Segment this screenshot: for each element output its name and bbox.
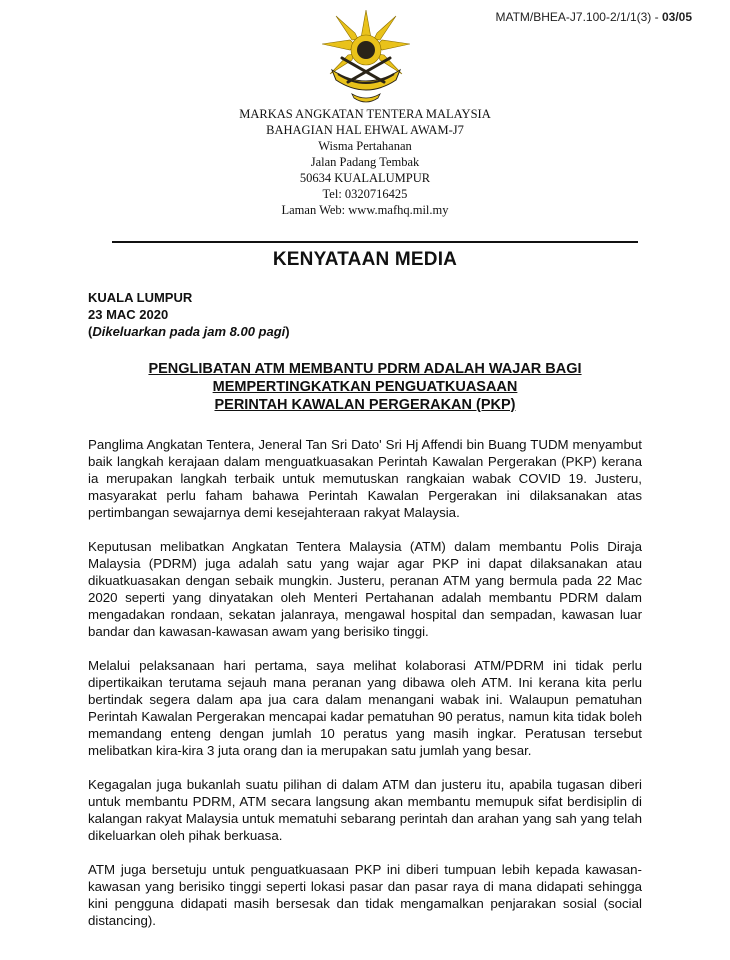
paragraph: Keputusan melibatkan Angkatan Tentera Malaysia (ATM) dalam membantu Polis Diraja Malaysia (PDRM) juga adalah satu yang wajar agar PKP ini dapat dilaksanakan atau dikuatkuasakan dengan sebaik mungkin. Justeru, peranan ATM yang bermula pada 22 Mac 2020 seperti yang dinyatakan oleh Menteri Pertahanan adalah membantu PDRM dalam mengadakan rondaan, sekatan jalanraya, mengawal hospital dan sempadan, kawasan luar bandar dan kawasan-kawasan awam yang berisiko tinggi.	[88, 539, 642, 639]
armed-forces-crest-icon	[322, 10, 410, 106]
issued-time-text: Dikeluarkan pada jam 8.00 pagi	[92, 324, 286, 339]
reference-code: MATM/BHEA-J7.100-2/1/1(3) -	[495, 10, 662, 24]
building-name: Wisma Pertahanan	[318, 139, 412, 153]
press-headline	[88, 360, 642, 414]
dateline-city: KUALA LUMPUR	[88, 290, 193, 305]
paragraph: ATM juga bersetuju untuk penguatkuasaan PKP ini diberi tumpuan lebih kepada kawasan-kawasan yang berisiko tinggi seperti lokasi pasar dan pasar raya di mana didapati sehingga kini pengguna didapati masih bersesak dan tidak mengamalkan penjarakan sosial (social distancing).	[88, 862, 642, 928]
document-title: KENYATAAN MEDIA	[272, 249, 458, 270]
website: Laman Web: www.mafhq.mil.my	[281, 203, 449, 217]
issued-time: (Dikeluarkan pada jam 8.00 pagi)	[88, 324, 290, 339]
headline-line: MEMPERTINGKATKAN PENGUATKUASAAN	[212, 379, 518, 395]
header-divider	[112, 241, 638, 243]
org-name: MARKAS ANGKATAN TENTERA MALAYSIA	[239, 107, 491, 121]
paragraph: Panglima Angkatan Tentera, Jeneral Tan Sri Dato' Sri Hj Affendi bin Buang TUDM menyambut baik langkah kerajaan dalam menguatkuasakan Perintah Kawalan Pergerakan (PKP) kerana ia merupakan langkah terbaik untuk memutuskan rangkaian wabak COVID 19. Justeru, masyarakat perlu faham bahawa Perintah Kawalan Pergerakan ini dilaksanakan atas pertimbangan sewajarnya demi kesejahteraan rakyat Malaysia.	[88, 437, 642, 520]
dateline-date: 23 MAC 2020	[88, 307, 169, 322]
headline-line: PENGLIBATAN ATM MEMBANTU PDRM ADALAH WAJAR BAGI	[148, 361, 582, 377]
street-address: Jalan Padang Tembak	[310, 155, 420, 169]
division-name: BAHAGIAN HAL EHWAL AWAM-J7	[266, 123, 464, 137]
letterhead	[0, 106, 730, 218]
statement-body	[88, 436, 642, 946]
page-number: 03/05	[661, 10, 692, 24]
headline-line: PERINTAH KAWALAN PERGERAKAN (PKP)	[214, 397, 516, 413]
document-reference	[495, 10, 692, 24]
dateline	[88, 289, 290, 340]
postcode-city: 50634 KUALALUMPUR	[299, 171, 431, 185]
paragraph: Kegagalan juga bukanlah suatu pilihan di dalam ATM dan justeru itu, apabila tugasan diberi untuk membantu PDRM, ATM secara langsung akan membantu memupuk sifat berdisiplin di kalangan rakyat Malaysia untuk mematuhi sebarang perintah dan arahan yang sah yang telah dikeluarkan oleh pihak berkuasa.	[88, 777, 642, 843]
telephone: Tel: 0320716425	[322, 187, 408, 201]
paragraph: Melalui pelaksanaan hari pertama, saya melihat kolaborasi ATM/PDRM ini tidak perlu dipertikaikan terutama sejauh mana peranan yang dibawa oleh ATM. Ini kerana kita perlu bertindak segera dalam apa jua cara dalam menangani wabak ini. Walaupun pematuhan Perintah Kawalan Pergerakan mencapai kadar pematuhan 90 peratus, namun kita tidak boleh memandang enteng dengan jumlah 10 peratus yang masih ingkar. Peratusan tersebut melibatkan kira-kira 3 juta orang dan ia merupakan satu jumlah yang besar.	[88, 658, 642, 758]
